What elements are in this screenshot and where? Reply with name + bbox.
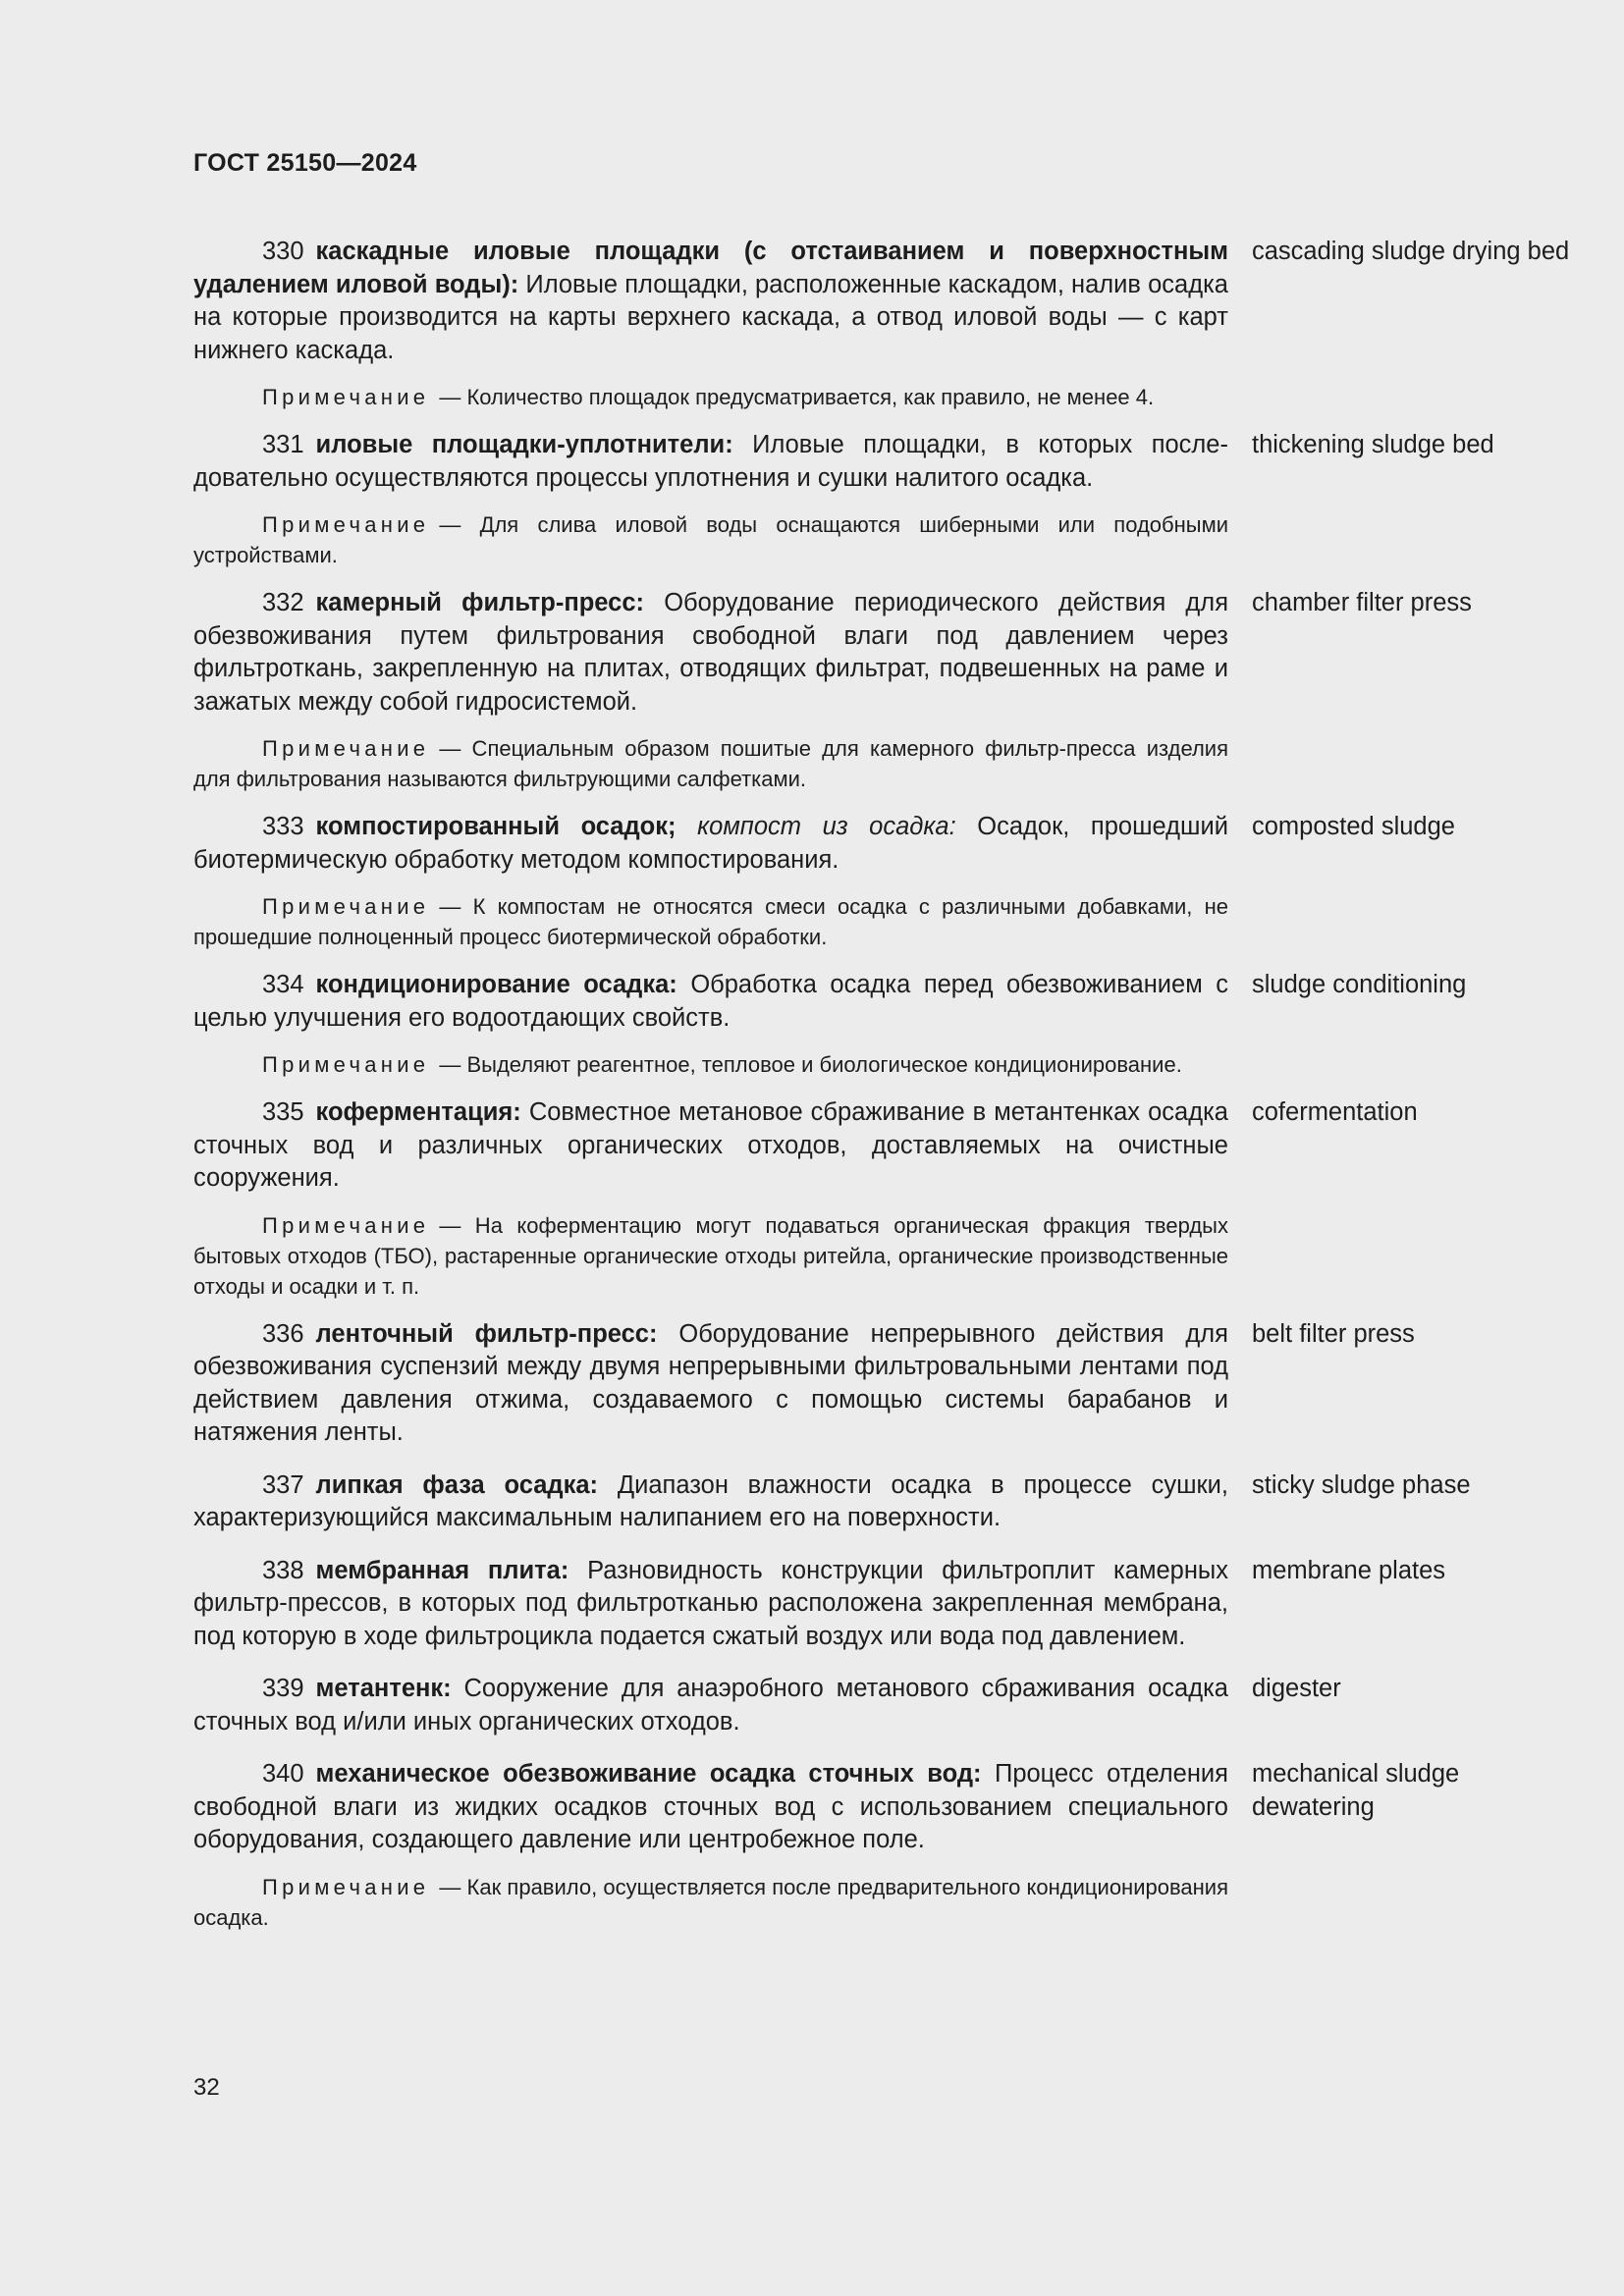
term-name: компостированный осадок; bbox=[315, 813, 677, 840]
term-definition-text: Сооружение для анаэробного метанового сбраживания осадка сточных вод и/или иных органических отходов. bbox=[193, 1675, 1228, 1735]
term-number: 330 bbox=[262, 238, 304, 265]
note-text: — Для слива иловой воды оснащаются шиберными или подобными устройствами. bbox=[193, 512, 1228, 567]
note-label: Примечание bbox=[262, 894, 430, 919]
term-name: каскадные иловые площадки (с отстаиванием и поверхностным удалением иловой воды): bbox=[193, 238, 1228, 298]
term-entry-338 bbox=[193, 1555, 1446, 1674]
term-definition bbox=[193, 969, 1228, 1035]
term-entry-336 bbox=[193, 1318, 1415, 1469]
term-name: ленточный фильтр-пресс: bbox=[315, 1319, 658, 1348]
term-definition bbox=[193, 1758, 1228, 1857]
term-definition-text: Обработка осадка перед обезвоживанием с целью улучшения его водоотдающих свойств. bbox=[193, 971, 1228, 1032]
term-definition bbox=[193, 1555, 1228, 1654]
term-entry-333 bbox=[193, 811, 1455, 952]
note-label: Примечание bbox=[262, 512, 430, 537]
term-note bbox=[193, 891, 1228, 952]
term-name: мембранная плита: bbox=[315, 1556, 569, 1584]
english-term: composted sludge bbox=[1252, 813, 1455, 840]
term-name: механическое обезвоживание осадка сточных вод: bbox=[315, 1760, 982, 1788]
term-number: 339 bbox=[262, 1675, 304, 1702]
term-entry-340 bbox=[193, 1758, 1460, 1933]
term-entry-332 bbox=[193, 587, 1472, 794]
term-definition bbox=[193, 1673, 1228, 1738]
english-term: belt filter press bbox=[1252, 1319, 1415, 1348]
term-definition-text: Оборудование непрерывного действия для обезвоживания суспензий между двумя непрерывными фильтровальными лентами под действием давления отжима, создаваемого с помощью системы барабанов и натяжения ленты. bbox=[193, 1319, 1228, 1446]
term-entry-335 bbox=[193, 1096, 1418, 1302]
english-term: membrane plates bbox=[1252, 1556, 1446, 1584]
note-label: Примечание bbox=[262, 1052, 430, 1077]
note-text: — Выделяют реагентное, тепловое и биологическое кондиционирование. bbox=[439, 1052, 1182, 1077]
term-definition-text: Процесс отделения свободной влаги из жидких осадков сточных вод с использованием специального оборудования, создающего давление или центробежное поле. bbox=[193, 1760, 1228, 1853]
note-text: — Количество площадок предусматривается, как правило, не менее 4. bbox=[439, 385, 1155, 409]
term-name: коферментация: bbox=[315, 1098, 521, 1126]
term-note bbox=[193, 1049, 1228, 1080]
terms-list bbox=[193, 236, 1570, 1949]
note-label: Примечание bbox=[262, 1874, 430, 1899]
term-note bbox=[193, 509, 1228, 570]
term-note bbox=[193, 382, 1228, 412]
english-term: cascading sludge drying bed bbox=[1252, 238, 1570, 265]
term-definition bbox=[193, 1469, 1228, 1535]
note-label: Примечание bbox=[262, 736, 430, 761]
term-entry-334 bbox=[193, 969, 1467, 1080]
term-note bbox=[193, 733, 1228, 794]
english-term: sludge conditioning bbox=[1252, 971, 1467, 998]
term-number: 338 bbox=[262, 1556, 304, 1584]
term-definition bbox=[193, 587, 1228, 719]
term-entry-330 bbox=[193, 236, 1570, 412]
english-term: thickening sludge bed bbox=[1252, 431, 1494, 458]
note-text: — К компостам не относятся смеси осадка с различными добавками, не прошедшие полноценный процесс биотермической обработки. bbox=[193, 894, 1228, 949]
term-note bbox=[193, 1210, 1228, 1302]
term-definition-text: Совместное метановое сбраживание в метантенках осадка сточных вод и различных органических отходов, доставляемых на очистные сооружения. bbox=[193, 1098, 1228, 1192]
term-number: 340 bbox=[262, 1760, 304, 1788]
term-number: 333 bbox=[262, 813, 304, 840]
note-text: — Специальным образом пошитые для камерного фильтр-пресса изделия для фильтрования называются фильтрующими салфетками. bbox=[193, 736, 1228, 791]
page-number: 32 bbox=[193, 2074, 220, 2101]
document-header: ГОСТ 25150—2024 bbox=[193, 149, 417, 177]
term-name: кондиционирование осадка: bbox=[315, 971, 677, 998]
term-name: камерный фильтр-пресс: bbox=[315, 589, 645, 616]
term-entry-339 bbox=[193, 1673, 1341, 1758]
note-text: — Как правило, осуществляется после предварительного кондиционирования осадка. bbox=[193, 1874, 1228, 1930]
term-entry-337 bbox=[193, 1469, 1471, 1555]
english-term: sticky sludge phase bbox=[1252, 1470, 1471, 1499]
term-definition bbox=[193, 1096, 1228, 1196]
term-synonym: компост из осадка: bbox=[697, 813, 956, 840]
term-definition bbox=[193, 429, 1228, 495]
note-label: Примечание bbox=[262, 1212, 430, 1238]
term-number: 331 bbox=[262, 431, 304, 458]
term-definition bbox=[193, 1318, 1228, 1450]
note-text: — На коферментацию могут подаваться органическая фракция твердых бытовых отходов (ТБО), растаренные органические отходы ритейла, органические производственные отходы и осадки и т. п. bbox=[193, 1212, 1228, 1299]
term-name: иловые площадки-уплотнители: bbox=[315, 431, 733, 458]
term-definition-text: Иловые площадки, расположенные каскадом, налив осадка на которые производится на карты верхнего каскада, а отвод иловой воды — с карт нижнего каскада. bbox=[193, 270, 1228, 364]
term-definition-text: Диапазон влажности осадка в процессе сушки, характеризующийся максимальным налипанием его на поверхности. bbox=[193, 1470, 1229, 1531]
term-note bbox=[193, 1872, 1228, 1933]
term-entry-331 bbox=[193, 429, 1494, 570]
english-term: cofermentation bbox=[1252, 1098, 1418, 1126]
english-term: mechanical sludge dewatering bbox=[1252, 1760, 1460, 1821]
term-definition-text: Осадок, прошедший биотермическую обработку методом компостирования. bbox=[193, 813, 1228, 874]
term-number: 337 bbox=[262, 1470, 304, 1499]
term-name: липкая фаза осадка: bbox=[315, 1470, 599, 1499]
term-number: 332 bbox=[262, 589, 304, 616]
term-definition-text: Иловые площадки, в которых последовательно осуществляются процессы уплотнения и сушки налитого осадка. bbox=[193, 431, 1228, 492]
term-definition bbox=[193, 811, 1228, 877]
note-label: Примечание bbox=[262, 385, 430, 409]
english-term: digester bbox=[1252, 1675, 1341, 1702]
term-definition bbox=[193, 236, 1228, 367]
term-number: 334 bbox=[262, 971, 304, 998]
term-definition-text: Разновидность конструкции фильтроплит камерных фильтр-прессов, в которых под фильтротканью расположена закрепленная мембрана, под которую в ходе фильтроцикла подается сжатый воздух или вода под давлением. bbox=[193, 1556, 1229, 1650]
term-number: 336 bbox=[262, 1319, 304, 1348]
term-number: 335 bbox=[262, 1098, 304, 1126]
term-definition-text: Оборудование периодического действия для обезвоживания путем фильтрования свободной влаги под давлением через фильтроткань, закрепленную на плитах, отводящих фильтрат, подвешенных на раме и зажатых между собой гидросистемой. bbox=[193, 589, 1228, 716]
english-term: chamber filter press bbox=[1252, 589, 1472, 616]
term-name: метантенк: bbox=[315, 1675, 452, 1702]
